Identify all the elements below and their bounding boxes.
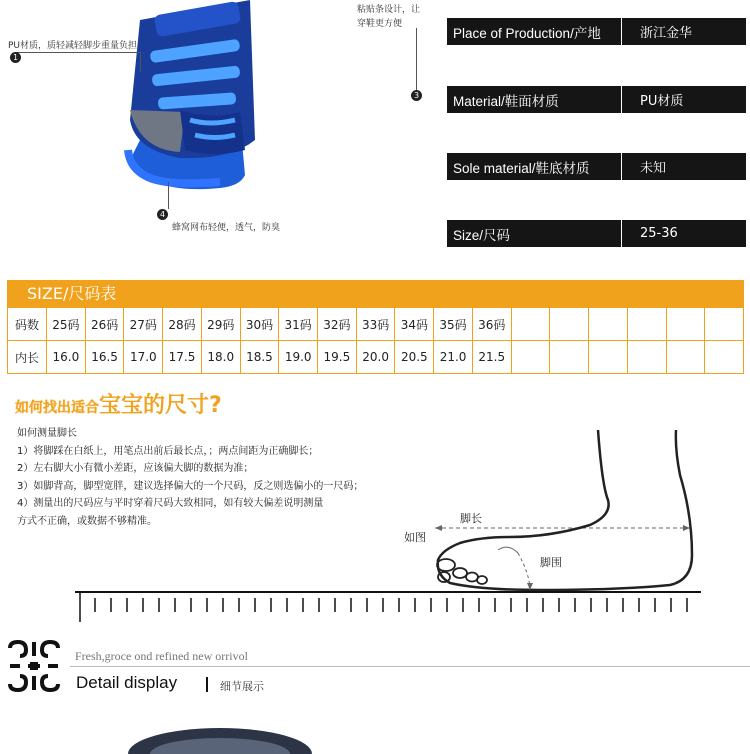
sandal-image (110, 0, 370, 200)
length-cell-empty (589, 341, 628, 374)
size-cell-empty (550, 308, 589, 341)
foot-length-label: 脚长 (460, 512, 482, 525)
size-cell: 34码 (395, 308, 434, 341)
length-cell: 18.5 (240, 341, 279, 374)
callout-note-3a: 粘贴条设计，让 (357, 5, 421, 15)
guide-title-part-c: 尺寸? (165, 393, 222, 418)
length-cell-empty (511, 341, 550, 374)
size-cell: 30码 (240, 308, 279, 341)
length-cell: 20.5 (395, 341, 434, 374)
spec-row-sole (447, 153, 746, 180)
size-cell: 36码 (472, 308, 511, 341)
length-cell: 21.0 (434, 341, 473, 374)
callout-leader-4 (168, 182, 169, 209)
spec-row-origin (447, 18, 746, 45)
callout-leader-1 (15, 52, 140, 53)
size-cell-empty (511, 308, 550, 341)
detail-title-en: Detail display (76, 673, 178, 692)
guide-title-part-a: 如何找出适合 (15, 400, 99, 416)
size-cell: 33码 (356, 308, 395, 341)
detail-title-cn: 细节展示 (220, 680, 264, 693)
instruction-step: 3）如脚背高，脚型宽胖，建议选择偏大的一个尺码，反之则选偏小的一尺码； (17, 480, 364, 492)
size-row-label: 码数 (8, 308, 47, 341)
size-cell: 32码 (318, 308, 357, 341)
length-cell: 21.5 (472, 341, 511, 374)
length-cell-empty (666, 341, 705, 374)
size-cell: 26码 (85, 308, 124, 341)
length-cell-empty (627, 341, 666, 374)
size-chart-title: SIZE/尺码表 (7, 280, 744, 307)
length-cell: 16.0 (47, 341, 86, 374)
length-cell: 17.0 (124, 341, 163, 374)
instruction-step: 方式不正确，或数据不够精准。 (17, 515, 157, 527)
callout-badge-4: 4 (157, 209, 168, 220)
spec-row-material (447, 86, 746, 113)
length-cell: 19.0 (279, 341, 318, 374)
detail-section-header (0, 636, 750, 733)
length-cell: 20.0 (356, 341, 395, 374)
size-cell-empty (705, 308, 744, 341)
callout-note-1: PU材质，质轻减轻脚步重量负担 (8, 41, 138, 51)
size-cell: 35码 (434, 308, 473, 341)
spec-key: Sole material/鞋底材质 (447, 153, 622, 180)
callout-note-4: 蜂窝网布轻便，透气，防臭 (172, 223, 281, 233)
callout-badge-1: 1 (10, 52, 21, 63)
size-cell: 28码 (163, 308, 202, 341)
spec-value: PU材质 (640, 94, 684, 109)
length-cell: 18.0 (201, 341, 240, 374)
size-cell: 31码 (279, 308, 318, 341)
instructions-heading: 如何测量脚长 (17, 428, 77, 439)
length-cell: 19.5 (318, 341, 357, 374)
detail-title-separator (206, 677, 208, 692)
instruction-step: 2）左右脚大小有微小差距，应该偏大脚的数据为准； (17, 463, 254, 474)
length-cell-empty (550, 341, 589, 374)
size-cell-empty (666, 308, 705, 341)
detail-photo-preview (125, 714, 315, 754)
size-cell-empty (627, 308, 666, 341)
spec-value: 25-36 (640, 226, 678, 241)
spec-key: Size/尺码 (447, 220, 622, 247)
size-row (8, 308, 744, 341)
ruler-scale (75, 588, 701, 624)
instruction-step: 1）将脚踩在白纸上，用笔点出前后最长点，；两点间距为正确脚长； (17, 445, 319, 457)
product-showcase (0, 0, 750, 262)
callout-leader-3 (416, 28, 417, 90)
length-row (8, 341, 744, 374)
instruction-step: 4）测量出的尺码应与平时穿着尺码大致相同，如有较大偏差说明测量 (17, 498, 324, 509)
ornament-logo-icon (6, 638, 62, 694)
length-cell: 17.5 (163, 341, 202, 374)
callout-leader-1b (140, 52, 141, 72)
guide-title (15, 388, 222, 419)
size-table (7, 307, 744, 374)
size-chart (7, 280, 744, 374)
measure-instructions (17, 425, 363, 530)
detail-divider (70, 666, 750, 667)
size-cell-empty (589, 308, 628, 341)
spec-value: 未知 (640, 161, 667, 176)
length-cell-empty (705, 341, 744, 374)
size-cell: 27码 (124, 308, 163, 341)
foot-girth-label: 脚围 (540, 556, 562, 569)
spec-value: 浙江金华 (640, 26, 693, 41)
length-cell: 16.5 (85, 341, 124, 374)
guide-title-part-b: 宝宝的 (99, 393, 166, 418)
foot-example-label: 如图 (404, 531, 426, 544)
spec-row-size (447, 220, 746, 247)
spec-key: Place of Production/产地 (447, 18, 622, 45)
spec-key: Material/鞋面材质 (447, 86, 622, 113)
length-row-label: 内长 (8, 341, 47, 374)
size-cell: 25码 (47, 308, 86, 341)
size-cell: 29码 (201, 308, 240, 341)
detail-tagline: Fresh,groce ond refined new orrivol (75, 649, 248, 663)
callout-note-3b: 穿鞋更方便 (357, 19, 403, 29)
callout-badge-3: 3 (411, 90, 422, 101)
